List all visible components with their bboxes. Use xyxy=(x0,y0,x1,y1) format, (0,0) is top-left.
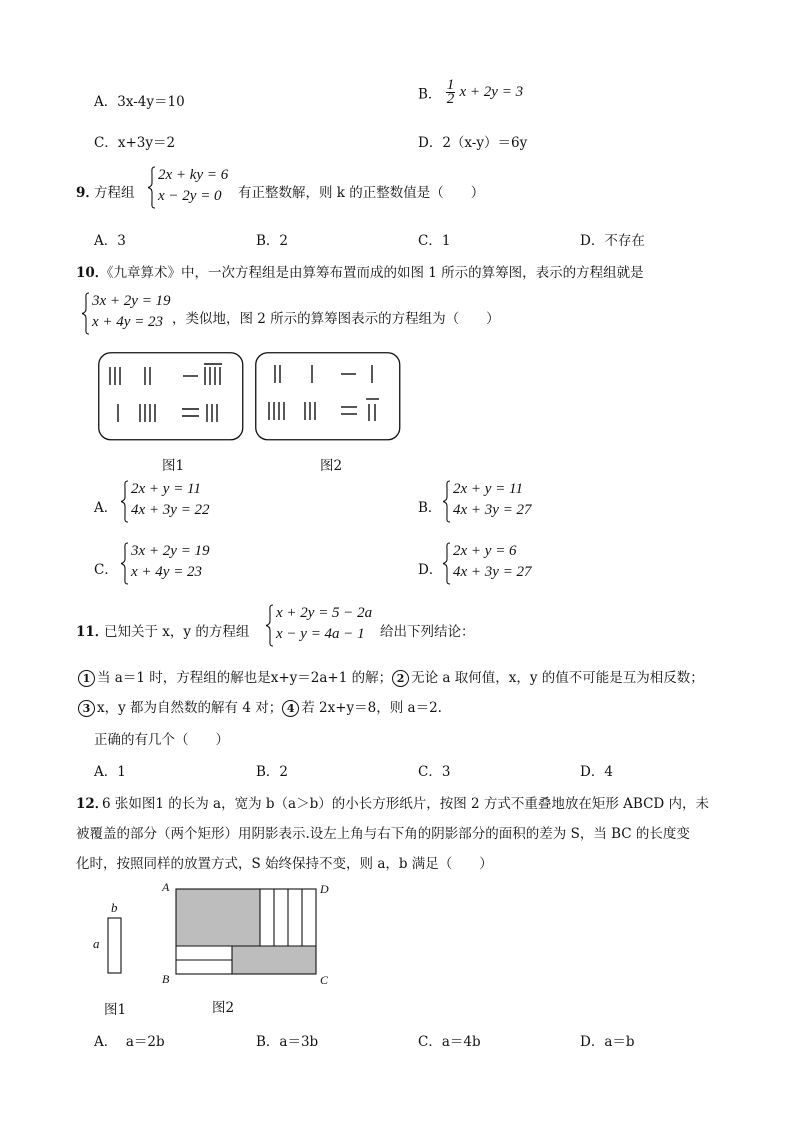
q11-option-c: C．3 xyxy=(418,764,451,780)
vertex-a-label: A xyxy=(162,880,170,894)
brace-icon xyxy=(443,542,452,586)
figure-2-caption: 图2 xyxy=(320,458,343,474)
q11-number: 11． xyxy=(76,624,109,640)
q10-option-d-label: D． xyxy=(418,562,443,578)
circled-number-4: 4 xyxy=(282,700,299,717)
q12-line1: 6 张如图1 的长为 a，宽为 b（a＞b）的小长方形纸片，按图 2 方式不重叠地放在矩形 ABCD 内，未 xyxy=(102,796,710,812)
q10-line1: 《九章算术》中，一次方程组是由算筹布置而成的如图 1 所示的算筹图，表示的方程组就是 xyxy=(100,265,644,281)
q9-option-d: D．不存在 xyxy=(580,233,645,249)
q12-line3: 化时，按照同样的放置方式，S 始终保持不变，则 a，b 满足（ ） xyxy=(76,856,493,872)
shaded-bottom-right xyxy=(232,946,316,974)
q10-option-b: 2x + y = 11 4x + 3y = 27 xyxy=(443,480,553,524)
q11-option-b: B．2 xyxy=(256,764,289,780)
vertex-b-label: B xyxy=(162,972,170,986)
rectangle-abcd-figure-2 xyxy=(170,884,322,980)
q11-post-text: 给出下列结论： xyxy=(380,624,475,640)
counting-rod-figure-1 xyxy=(98,352,244,442)
q8-option-a: A．3x-4y＝10 xyxy=(94,94,185,110)
circled-number-3: 3 xyxy=(78,700,95,717)
vertex-d-label: D xyxy=(320,882,329,896)
vertex-c-label: C xyxy=(320,973,329,987)
q8-option-c: C．x+3y＝2 xyxy=(94,135,176,151)
q10-equation-system: 3x + 2y = 19 x + 4y = 23 xyxy=(82,292,182,336)
q11-option-d: D．4 xyxy=(580,764,613,780)
q10-number: 10． xyxy=(76,265,109,281)
q11-conclusions-line1: 1 当 a＝1 时，方程组的解也是x+y＝2a+1 的解； 2 无论 a 取何值，x，y 的值不可能是互为相反数； xyxy=(78,666,704,687)
q9-option-b: B．2 xyxy=(256,233,289,249)
q10-post-text: ，类似地，图 2 所示的算筹图表示的方程组为（ ） xyxy=(172,311,500,327)
q9-number: 9． xyxy=(76,185,99,201)
figure-1-caption: 图1 xyxy=(104,1002,127,1018)
q12-option-d: D．a＝b xyxy=(580,1034,635,1050)
label-a: a xyxy=(93,936,100,951)
q8-option-b: B． $\frac{1}{2}$ x + 2y = 3 xyxy=(418,77,524,107)
q11-option-a: A．1 xyxy=(94,764,126,780)
q10-option-c: 3x + 2y = 19 x + 4y = 23 xyxy=(121,542,231,586)
counting-rod-figure-2 xyxy=(255,352,401,442)
figure-1-caption: 图1 xyxy=(162,458,185,474)
q9-equation-system: 2x + ky = 6 x − 2y = 0 xyxy=(148,166,238,210)
q8-option-d: D．2（x-y）＝6y xyxy=(418,135,528,151)
q12-line2: 被覆盖的部分（两个矩形）用阴影表示.设左上角与右下角的阴影部分的面积的差为 S，当 BC 的长度变 xyxy=(76,826,690,842)
q10-option-b-label: B． xyxy=(418,500,442,516)
label-b: b xyxy=(111,900,118,915)
q10-option-d: 2x + y = 6 4x + 3y = 27 xyxy=(443,542,553,586)
brace-icon xyxy=(121,480,130,524)
q9-option-c: C．1 xyxy=(418,233,451,249)
circled-number-2: 2 xyxy=(392,670,409,687)
q12-option-a: A． a＝2b xyxy=(94,1034,165,1050)
fraction-one-half: $\frac{1}{2}$ xyxy=(446,77,455,107)
q9-option-a: A．3 xyxy=(94,233,126,249)
q11-conclusions-line2: 3 x，y 都为自然数的解有 4 对； 4 若 2x+y＝8，则 a＝2. xyxy=(78,696,442,717)
q12-option-c: C．a＝4b xyxy=(418,1034,481,1050)
q11-pre-text: 已知关于 x，y 的方程组 xyxy=(104,624,250,640)
q12-option-b: B．a＝3b xyxy=(256,1034,319,1050)
circled-number-1: 1 xyxy=(78,670,95,687)
shaded-top-left xyxy=(176,889,260,946)
brace-icon xyxy=(121,542,130,586)
q11-question: 正确的有几个（ ） xyxy=(94,732,229,748)
q10-option-a-label: A． xyxy=(94,500,118,516)
q10-option-a: 2x + y = 11 4x + 3y = 22 xyxy=(121,480,231,524)
q9-post-text: 有正整数解，则 k 的正整数值是（ ） xyxy=(238,185,485,201)
brace-icon xyxy=(82,292,91,336)
brace-icon xyxy=(443,480,452,524)
q11-equation-system: x + 2y = 5 − 2a x − y = 4a − 1 xyxy=(266,604,378,648)
q9-pre-text: 方程组 xyxy=(94,185,135,201)
brace-icon xyxy=(266,604,275,648)
q12-number: 12． xyxy=(76,796,109,812)
q10-option-c-label: C． xyxy=(94,562,118,578)
figure-2-caption: 图2 xyxy=(212,1000,235,1016)
brace-icon xyxy=(148,166,157,210)
